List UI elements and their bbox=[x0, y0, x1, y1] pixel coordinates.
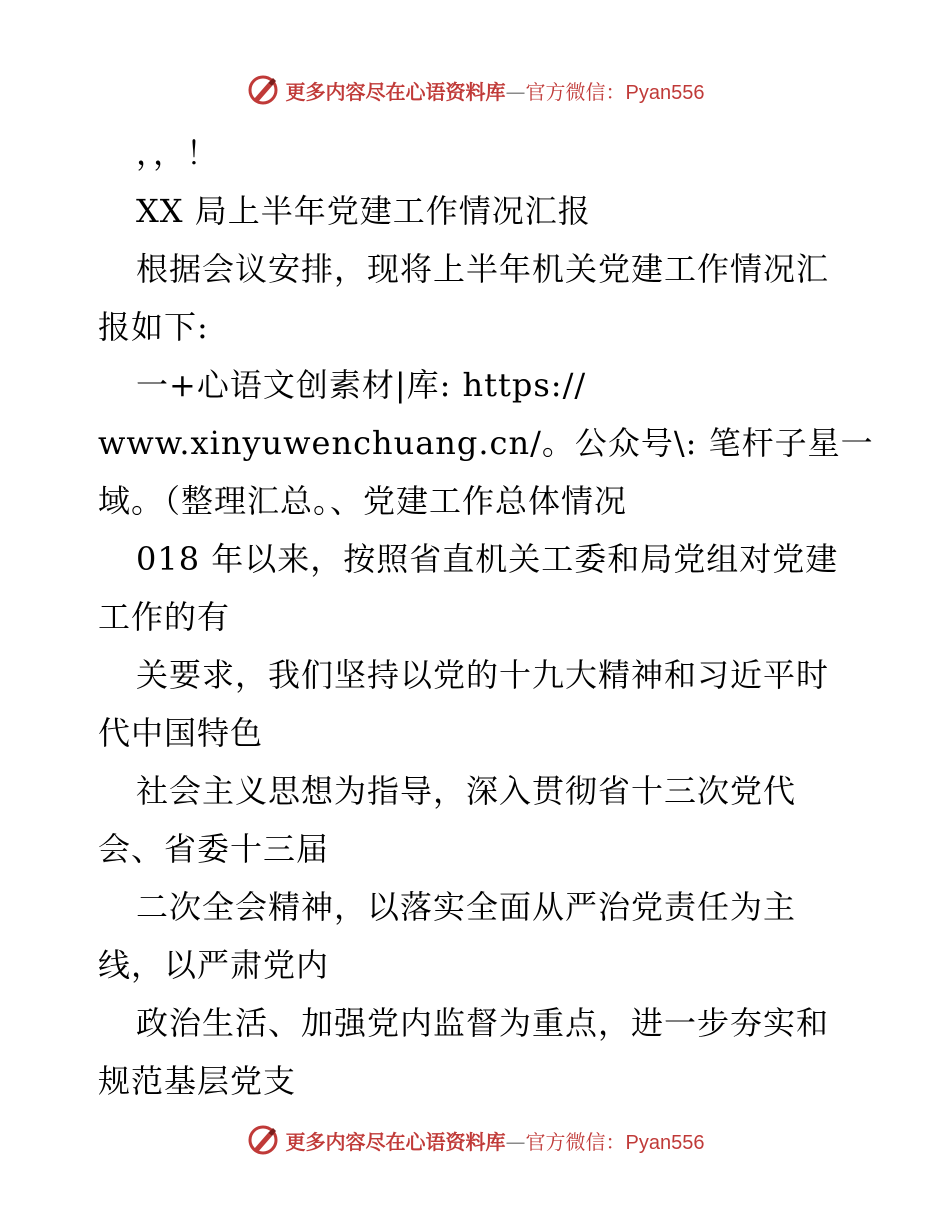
banner-account: Pyan556 bbox=[625, 1131, 705, 1154]
body-line: 018 年以来，按照省直机关工委和局党组对党建 bbox=[136, 540, 839, 578]
body-line: 二次全会精神，以落实全面从严治党责任为主 bbox=[136, 888, 797, 926]
banner-wechat-label: 官方微信： bbox=[525, 79, 626, 104]
banner-title: 更多内容尽在心语资料库 bbox=[285, 1129, 506, 1154]
banner-title: 更多内容尽在心语资料库 bbox=[285, 79, 506, 104]
footer-banner-text bbox=[286, 1126, 705, 1155]
document-body bbox=[98, 124, 874, 1110]
body-line: 关要求，我们坚持以党的十九大精神和习近平时 bbox=[136, 656, 830, 694]
body-line: 规范基层党支 bbox=[98, 1062, 297, 1100]
header-banner bbox=[0, 70, 950, 110]
banner-dash: — bbox=[505, 79, 526, 104]
body-line: www.xinyuwenchuang.cn/。公众号\: 笔杆子星一 bbox=[98, 424, 874, 462]
body-line: 报如下: bbox=[98, 308, 209, 346]
body-line: 政治生活、加强党内监督为重点，进一步夯实和 bbox=[136, 1004, 830, 1042]
body-line: 一+心语文创素材|库: https:// bbox=[136, 366, 587, 404]
banner-dash: — bbox=[505, 1129, 526, 1154]
body-line: 会、省委十三届 bbox=[98, 830, 330, 868]
body-line: 根据会议安排，现将上半年机关党建工作情况汇 bbox=[136, 250, 830, 288]
pen-logo-icon bbox=[246, 1123, 280, 1157]
body-line: 域。（整理汇总。、党建工作总体情况 bbox=[98, 482, 628, 520]
banner-wechat-label: 官方微信： bbox=[525, 1129, 626, 1154]
body-line: 工作的有 bbox=[98, 598, 231, 636]
header-banner-text bbox=[286, 76, 705, 105]
body-line: XX 局上半年党建工作情况汇报 bbox=[136, 192, 591, 230]
body-line: 线，以严肃党内 bbox=[98, 946, 330, 984]
body-line: 代中国特色 bbox=[98, 714, 264, 752]
pen-logo-icon bbox=[246, 73, 280, 107]
footer-banner bbox=[0, 1120, 950, 1160]
body-line: 社会主义思想为指导，深入贯彻省十三次党代 bbox=[136, 772, 797, 810]
banner-account: Pyan556 bbox=[625, 81, 705, 104]
body-line: ，，！ bbox=[136, 134, 220, 172]
